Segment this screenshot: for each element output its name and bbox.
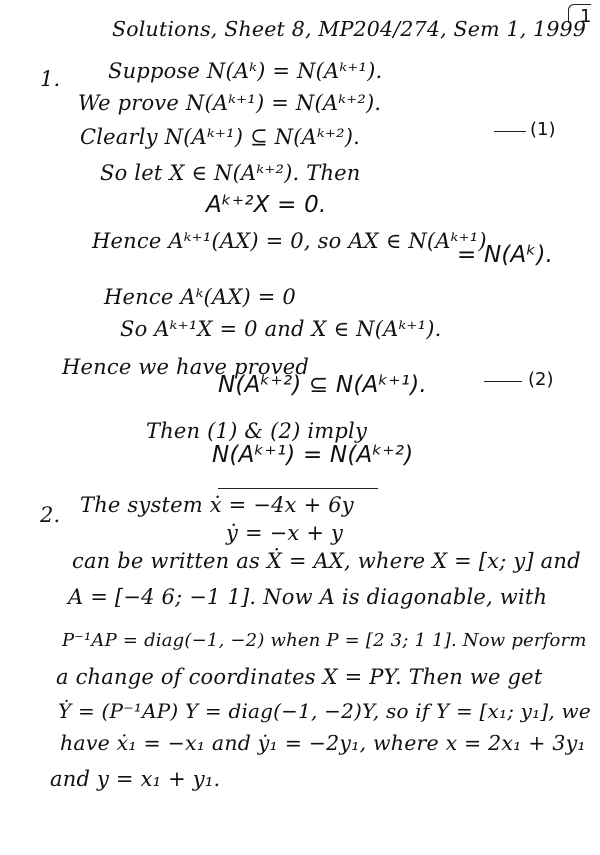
page-title: Solutions, Sheet 8, MP204/274, Sem 1, 1999	[112, 17, 587, 41]
q1-line-we-prove: We prove N(Aᵏ⁺¹) = N(Aᵏ⁺²).	[78, 91, 382, 115]
q2-line-ydot: Ẏ = (P⁻¹AP) Y = diag(−1, −2)Y, so if Y = [x₁; y₁], we	[58, 699, 591, 723]
q1-eq2-label: (2)	[528, 369, 554, 390]
q2-line-system-1: The system ẋ = −4x + 6y	[80, 493, 354, 517]
q2-line-change-coords: a change of coordinates X = PY. Then we get	[56, 665, 543, 689]
q1-line-conclusion: N(Aᵏ⁺¹) = N(Aᵏ⁺²)	[212, 442, 414, 468]
q2-line-have: have ẋ₁ = −x₁ and ẏ₁ = −2y₁, where x = 2x₁ + 3y₁	[60, 731, 586, 755]
q2-line-and-y: and y = x₁ + y₁.	[50, 767, 221, 791]
q1-line-hence-2: Hence Aᵏ(AX) = 0	[104, 285, 296, 309]
q1-line-so: So Aᵏ⁺¹X = 0 and X ∈ N(Aᵏ⁺¹).	[120, 317, 442, 341]
q1-eq2-leader	[484, 381, 522, 382]
q1-eq1-leader	[494, 131, 526, 132]
q2-line-written-as: can be written as Ẋ = AX, where X = [x; y] and	[72, 549, 581, 573]
q1-line-suppose: Suppose N(Aᵏ) = N(Aᵏ⁺¹).	[108, 59, 383, 83]
question-2-number: 2.	[40, 503, 61, 527]
q1-line-akplus2x: Aᵏ⁺²X = 0.	[206, 192, 327, 218]
question-1-number: 1.	[40, 67, 61, 91]
page-number: 1	[580, 6, 592, 27]
page-number-circle	[568, 4, 591, 23]
q2-system-overline	[218, 488, 378, 489]
q1-line-hence-proved: Hence we have proved	[62, 355, 310, 379]
q1-line-equals-nak: = N(Aᵏ).	[457, 242, 554, 268]
q2-line-system-2: ẏ = −x + y	[226, 521, 344, 545]
q1-line-clearly: Clearly N(Aᵏ⁺¹) ⊆ N(Aᵏ⁺²).	[80, 125, 361, 149]
q2-line-diagonalize: P⁻¹AP = diag(−1, −2) when P = [2 3; 1 1]. Now perform	[62, 630, 587, 651]
q1-line-so-let: So let X ∈ N(Aᵏ⁺²). Then	[100, 161, 361, 185]
q1-line-hence-1: Hence Aᵏ⁺¹(AX) = 0, so AX ∈ N(Aᵏ⁺¹)	[92, 229, 487, 253]
q2-line-matrix-a: A = [−4 6; −1 1]. Now A is diagonable, with	[68, 585, 548, 609]
q1-eq1-label: (1)	[530, 119, 556, 140]
q1-line-then-imply: Then (1) & (2) imply	[146, 419, 368, 443]
q1-line-subset-2: N(Aᵏ⁺²) ⊆ N(Aᵏ⁺¹).	[218, 372, 427, 398]
